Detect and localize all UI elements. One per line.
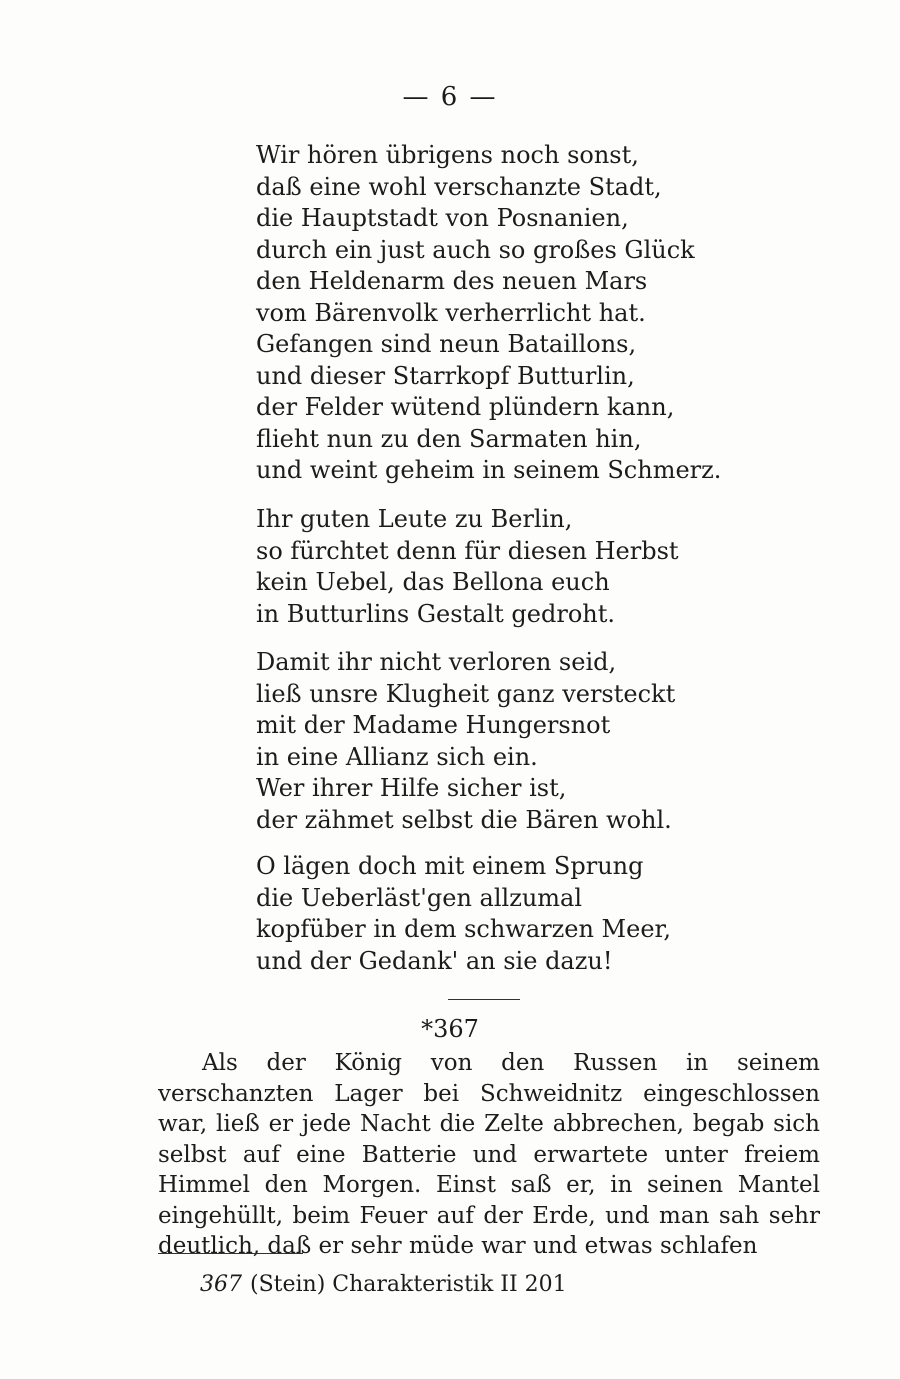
poem-line: daß eine wohl verschanzte Stadt, — [256, 172, 662, 201]
footnote-rule — [158, 1253, 303, 1254]
poem-line: durch ein just auch so großes Glück — [256, 235, 695, 264]
page-number: — 6 — — [402, 82, 498, 112]
prose-text: Als der König von den Russen in seinem verschanzten Lager bei Schweidnitz eingeschlossen war, ließ er jede Nacht die Zelte abbrechen, begab sich selbst auf eine Batterie und erwartete unter freiem Himmel den Morgen. Einst saß er, in seinen Mantel eingehüllt, beim Feuer auf der Erde, und man sah sehr deutlich, daß er sehr müde war und etwas schlafen — [158, 1050, 820, 1259]
prose-paragraph — [158, 1048, 820, 1262]
footnote-number: 367 — [200, 1272, 242, 1297]
poem-line: O lägen doch mit einem Sprung — [256, 852, 644, 880]
poem-line: vom Bärenvolk verherrlicht hat. — [256, 298, 646, 327]
poem-line: und dieser Starrkopf Butturlin, — [256, 361, 635, 390]
section-divider — [448, 999, 520, 1000]
poem-line: und weint geheim in seinem Schmerz. — [256, 456, 722, 484]
poem-line: die Ueberläst'gen allzumal — [256, 883, 583, 912]
poem-line: Wer ihrer Hilfe sicher ist, — [256, 774, 567, 802]
stanza-3 — [256, 647, 816, 836]
poem-line: in eine Allianz sich ein. — [256, 742, 538, 771]
poem-line: die Hauptstadt von Posnanien, — [256, 204, 629, 232]
poem-line: mit der Madame Hungersnot — [256, 711, 611, 739]
entry-number: *367 — [421, 1015, 479, 1043]
footnote-text: (Stein) Charakteristik II 201 — [250, 1272, 567, 1297]
poem-line: flieht nun zu den Sarmaten hin, — [256, 424, 642, 453]
poem-line: kein Uebel, das Bellona euch — [256, 568, 610, 596]
poem-line: so fürchtet denn für diesen Herbst — [256, 536, 679, 565]
stanza-1 — [256, 140, 816, 487]
poem-line: Damit ihr nicht verloren seid, — [256, 648, 617, 676]
poem-line: kopfüber in dem schwarzen Meer, — [256, 915, 671, 943]
poem-line: der zähmet selbst die Bären wohl. — [256, 805, 672, 834]
poem-line: den Heldenarm des neuen Mars — [256, 267, 648, 295]
poem-line: und der Gedank' an sie dazu! — [256, 946, 613, 975]
poem-line: Gefangen sind neun Bataillons, — [256, 330, 637, 358]
poem-line: ließ unsre Klugheit ganz versteckt — [256, 679, 676, 708]
poem-line: Wir hören übrigens noch sonst, — [256, 141, 639, 169]
stanza-2 — [256, 504, 816, 630]
poem-line: Ihr guten Leute zu Berlin, — [256, 505, 573, 533]
stanza-4 — [256, 851, 816, 977]
footnote — [200, 1270, 760, 1300]
poem-line: der Felder wütend plündern kann, — [256, 393, 675, 421]
poem-line: in Butturlins Gestalt gedroht. — [256, 599, 616, 628]
